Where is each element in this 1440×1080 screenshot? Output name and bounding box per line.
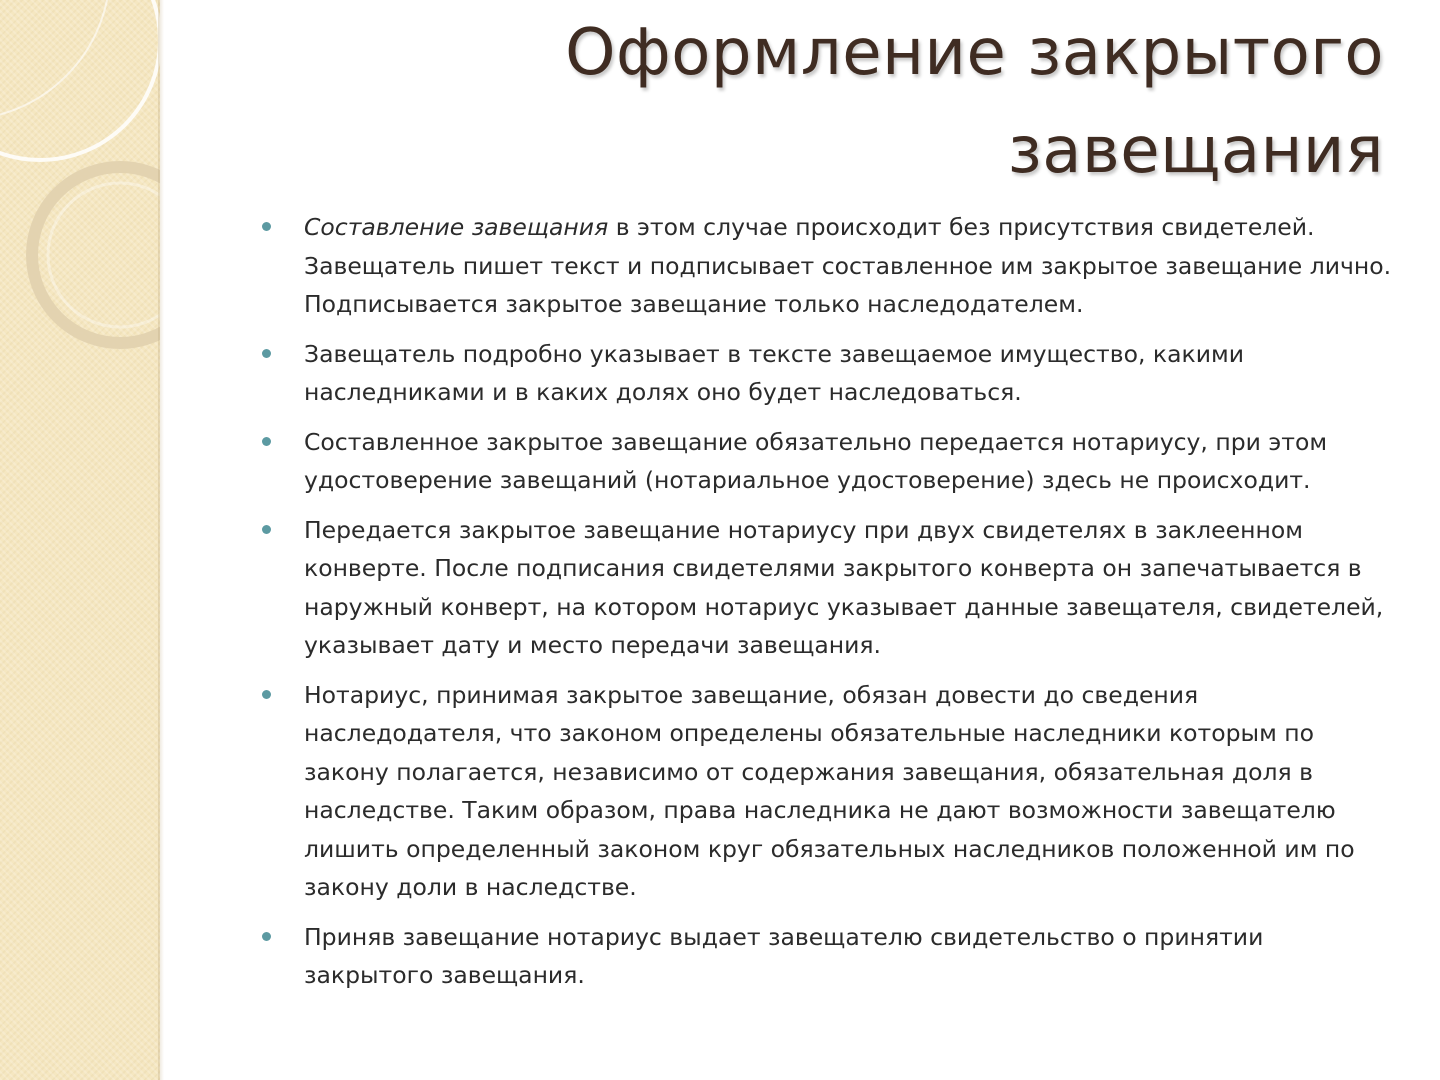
decorative-side-band <box>0 0 160 1080</box>
bullet-dot-icon <box>262 690 271 699</box>
bullet-item-3-text: Составленное закрытое завещание обязательно передается нотариусу, при этом удостоверение завещаний (нотариальное удостоверение) здесь не происходит. <box>304 427 1328 494</box>
slide-title <box>384 4 1384 200</box>
bullet-item-6 <box>262 918 1392 995</box>
bullet-item-4 <box>262 511 1392 665</box>
bullet-item-3 <box>262 423 1392 500</box>
bullet-item-1 <box>262 208 1392 324</box>
bullet-item-1-lead: Составление завещания <box>304 213 609 241</box>
bullet-list <box>262 208 1392 1006</box>
bullet-item-1-text: в этом случае происходит без присутствия свидетелей. Завещатель пишет текст и подписывает составленное им закрытое завещание лично. Подписывается закрытое завещание только наследодателем. <box>304 213 1392 318</box>
slide-title-line-1: Оформление закрытого <box>565 16 1384 90</box>
bullet-dot-icon <box>262 932 271 941</box>
bullet-item-4-text: Передается закрытое завещание нотариусу при двух свидетелях в заклеенном конверте. После подписания свидетелями закрытого конверта он запечатывается в наружный конверт, на котором нотариус указывает данные завещателя, свидетелей, указывает дату и место передачи завещания. <box>304 515 1384 659</box>
bullet-item-6-text: Приняв завещание нотариус выдает завещателю свидетельство о принятии закрытого завещания. <box>304 922 1264 989</box>
bullet-item-5 <box>262 676 1392 907</box>
bullet-item-2-text: Завещатель подробно указывает в тексте завещаемое имущество, какими наследниками и в каких долях оно будет наследоваться. <box>304 339 1244 406</box>
bullet-dot-icon <box>262 349 271 358</box>
decorative-circles-icon <box>0 0 160 420</box>
bullet-dot-icon <box>262 222 271 231</box>
bullet-item-2 <box>262 335 1392 412</box>
side-band-edge <box>158 0 164 1080</box>
bullet-item-5-text: Нотариус, принимая закрытое завещание, обязан довести до сведения наследодателя, что законом определены обязательные наследники которым по закону полагается, независимо от содержания завещания, обязательная доля в наследстве. Таким образом, права наследника не дают возможности завещателю лишить определенный законом круг обязательных наследников положенной им по закону доли в наследстве. <box>304 680 1355 901</box>
slide-title-line-2: завещания <box>1007 114 1384 188</box>
bullet-dot-icon <box>262 437 271 446</box>
bullet-dot-icon <box>262 525 271 534</box>
